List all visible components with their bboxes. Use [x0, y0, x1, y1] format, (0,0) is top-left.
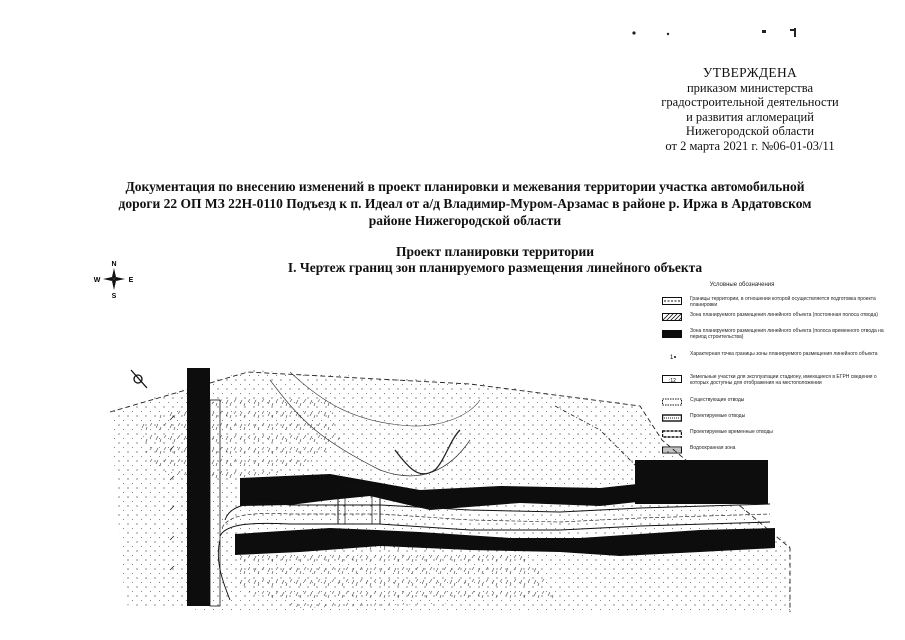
temporary-allotment-right-block	[635, 460, 768, 504]
map-ground-grass	[240, 545, 560, 608]
solid-zone-icon	[662, 329, 682, 339]
approval-line: градостроительной деятельности	[661, 95, 839, 109]
legend-item	[662, 296, 902, 309]
hatched-zone-icon	[662, 313, 682, 321]
legend-item-text: Водоохранная зона	[690, 445, 736, 451]
compass-w-label: W	[93, 277, 101, 284]
section-title	[200, 244, 790, 276]
compass-n-label: N	[111, 261, 117, 268]
approval-heading: УТВЕРЖДЕНА	[702, 65, 798, 80]
approval-line: и развития агломераций	[686, 109, 814, 124]
document-title-line: районе Нижегородской области	[368, 213, 562, 228]
legend-item-text: Границы территории, в отношении которой осуществляется подготовка проекта планировки	[690, 296, 876, 308]
legend-item-text: Зона планируемого размещения линейного объекта (постоянная полоса отвода)	[690, 312, 878, 318]
section-title-line: Проект планировки территории	[395, 244, 595, 259]
legend-item-text: Земельные участки для эксплуатации стадиону, имеющиеся в ЕГРН сведения о которых доступны для отображения на местоположении	[690, 374, 877, 386]
legend-title: Условные обозначения	[709, 282, 775, 288]
planning-map	[0, 352, 905, 640]
vertical-road-zone	[187, 368, 210, 606]
approval-line: от 2 марта 2021 г. №06-01-03/11	[665, 138, 835, 153]
compass-rose-icon	[93, 258, 135, 300]
document-title-line: дороги 22 ОП МЗ 22Н-0110 Подъезд к п. Идеал от а/д Владимир-Муром-Арзамас в районе р. Иржа в Ардатовском	[118, 196, 812, 211]
legend-item-text: Проектируемые временные отводы	[690, 429, 773, 435]
legend-item	[662, 312, 902, 325]
document-title-line: Документация по внесению изменений в проект планировки и межевания территории участка автомобильной	[125, 179, 805, 194]
document-title	[70, 178, 860, 229]
legend-item-text: Существующие отводы	[690, 397, 745, 403]
legend-item-text: Зона планируемого размещения линейного объекта (полоса временного отвода на период строительства)	[690, 328, 884, 340]
legend-item-text: Характерная точка границы зоны планируемого размещения линейного объекта	[690, 351, 878, 357]
approval-line: приказом министерства	[686, 80, 814, 95]
approval-stamp	[600, 66, 900, 153]
dashed-boundary-icon	[662, 297, 682, 305]
scan-marks	[0, 0, 905, 60]
compass-e-label: E	[128, 277, 134, 284]
legend-item	[662, 328, 902, 348]
section-title-line: I. Чертеж границ зон планируемого размещения линейного объекта	[287, 260, 703, 275]
svg-text:1: 1	[670, 355, 674, 360]
approval-line: Нижегородской области	[685, 124, 815, 138]
legend-item-text: Проектируемые отводы	[690, 413, 746, 419]
svg-text::12: :12	[669, 378, 676, 383]
compass-s-label: S	[111, 293, 117, 300]
